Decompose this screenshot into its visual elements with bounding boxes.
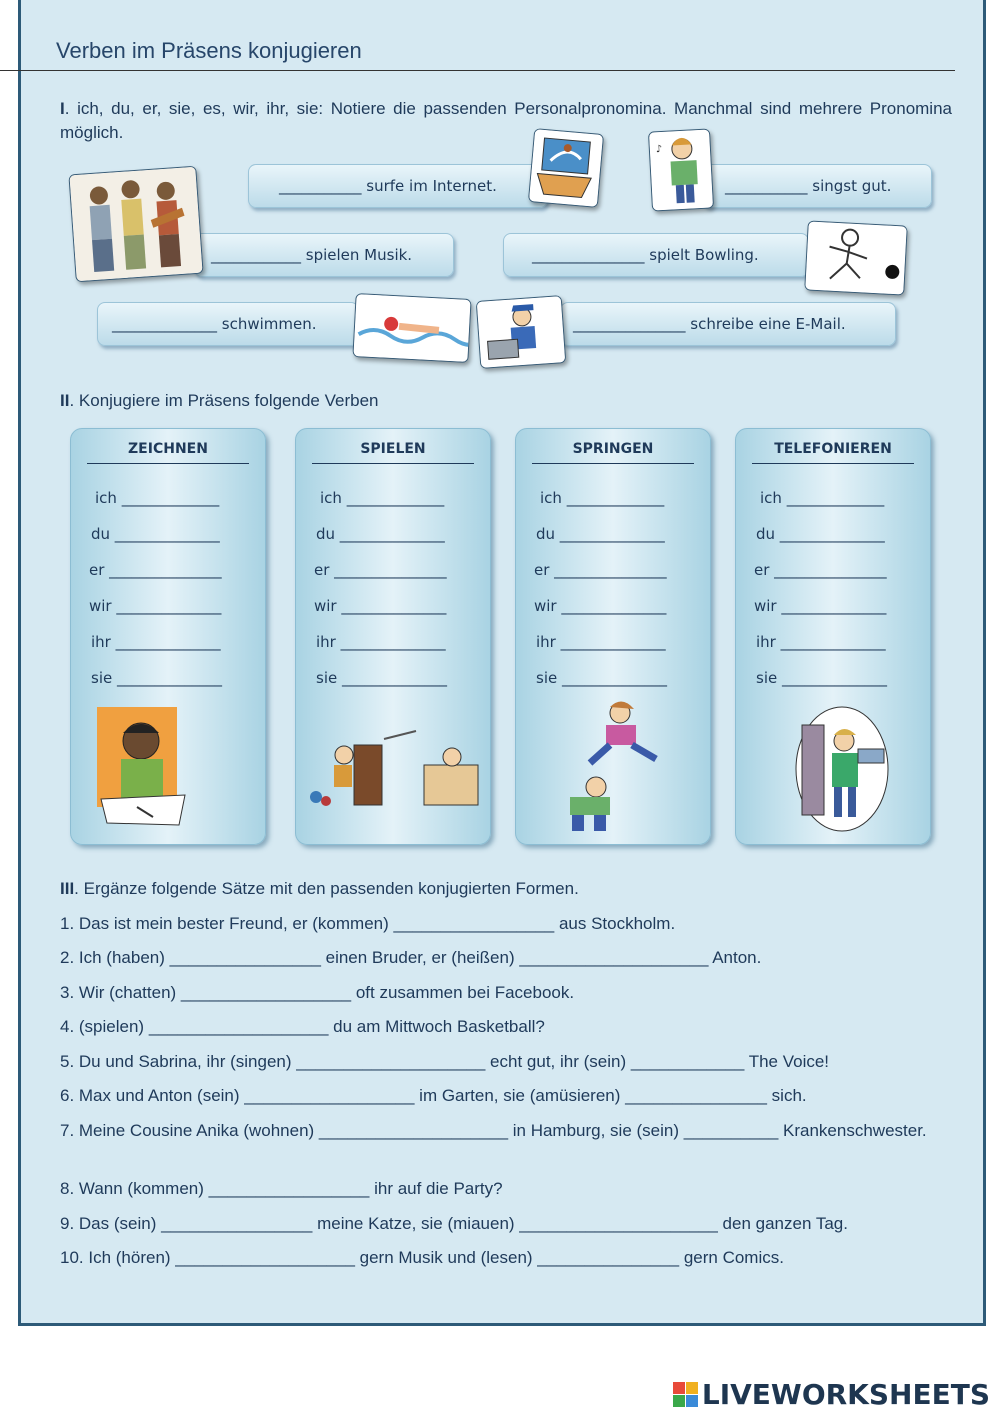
conj-ihr[interactable]: ihr ______________ [756,633,886,651]
conj-sie[interactable]: sie ______________ [91,669,222,687]
verb-card-spielen [295,428,491,845]
conj-du[interactable]: du ______________ [91,525,220,543]
conj-wir[interactable]: wir ______________ [534,597,667,615]
conj-er[interactable]: er _______________ [314,561,447,579]
playing-kids-illustration [304,725,488,809]
sentence-9[interactable]: 9. Das (sein) ________________ meine Katze, sie (miauen) _____________________ den ganzen Tag. [60,1214,848,1233]
sentence-5[interactable]: 5. Du und Sabrina, ihr (singen) ____________________ echt gut, ihr (sein) ____________ The Voice! [60,1052,830,1071]
conj-ich[interactable]: ich _____________ [320,489,445,507]
conj-ich[interactable]: ich _____________ [760,489,885,507]
answer-blank[interactable]: ___________ [279,177,362,195]
exercise1-item-singst[interactable]: ___________ singst gut. [702,164,932,208]
svg-text:♪: ♪ [655,143,663,156]
conj-du[interactable]: du ______________ [316,525,445,543]
exercise1-item-surfe[interactable]: ___________ surfe im Internet. [248,164,548,208]
answer-blank[interactable]: ______________ [112,315,217,333]
verb-heading: SPIELEN [312,441,474,464]
verb-card-zeichnen [70,428,266,845]
conj-er[interactable]: er _______________ [754,561,887,579]
laptop-surfing-illustration [528,128,604,208]
conj-du[interactable]: du ______________ [756,525,885,543]
conj-ihr[interactable]: ihr ______________ [316,633,446,651]
conj-er[interactable]: er _______________ [89,561,222,579]
section3-instruction: III. Ergänze folgende Sätze mit den passenden konjugierten Formen. [60,879,579,898]
sentence-1[interactable]: 1. Das ist mein bester Freund, er (kommen) _________________ aus Stockholm. [60,914,676,933]
verb-heading: ZEICHNEN [87,441,249,464]
conj-wir[interactable]: wir ______________ [89,597,222,615]
band-musicians-illustration [68,166,203,283]
conj-wir[interactable]: wir ______________ [754,597,887,615]
section2-instruction: II. Konjugiere im Präsens folgende Verben [60,391,379,410]
conj-ich[interactable]: ich _____________ [540,489,665,507]
brand-logo-icon [673,1382,698,1407]
conj-ihr[interactable]: ihr ______________ [536,633,666,651]
swimmer-illustration [352,293,471,363]
liveworksheets-logo: LIVEWORKSHEETS [673,1378,990,1411]
sentence-7[interactable]: 7. Meine Cousine Anika (wohnen) ____________________ in Hamburg, sie (sein) __________ Krankenschwester. [60,1121,927,1140]
answer-blank[interactable]: _______________ [573,315,686,333]
conj-er[interactable]: er _______________ [534,561,667,579]
answer-blank[interactable]: _______________ [532,246,645,264]
exercise1-item-schwimmen[interactable]: ______________ schwimmen. [97,302,359,346]
conj-sie[interactable]: sie ______________ [756,669,887,687]
section1-instruction: I. ich, du, er, sie, es, wir, ihr, sie: Notiere die passenden Personalpronomina. Manchmal sind mehrere Pronomina möglich. [60,99,952,142]
sentence-2[interactable]: 2. Ich (haben) ________________ einen Bruder, er (heißen) ____________________ Anton. [60,948,762,967]
leapfrog-kids-illustration [560,697,670,837]
bowling-player-illustration [804,220,908,295]
answer-blank[interactable]: ___________ [725,177,808,195]
phone-call-illustration [792,705,892,833]
verb-heading: SPRINGEN [532,441,694,464]
sentence-10[interactable]: 10. Ich (hören) ___________________ gern Musik und (lesen) _______________ gern Comics. [60,1248,784,1267]
exercise1-item-spielen-musik[interactable]: ____________ spielen Musik. [194,233,454,277]
title-divider [0,70,955,71]
sentence-8[interactable]: 8. Wann (kommen) _________________ ihr auf die Party? [60,1179,503,1198]
sentence-4[interactable]: 4. (spielen) ___________________ du am Mittwoch Basketball? [60,1017,545,1036]
computer-user-illustration [476,295,567,369]
sentence-6[interactable]: 6. Max und Anton (sein) __________________ im Garten, sie (amüsieren) _______________ sich. [60,1086,807,1105]
conj-sie[interactable]: sie ______________ [536,669,667,687]
verb-card-telefonieren [735,428,931,845]
exercise1-item-spielt-bowling[interactable]: _______________ spielt Bowling. [503,233,809,277]
conj-ihr[interactable]: ihr ______________ [91,633,221,651]
page-title: Verben im Präsens konjugieren [56,38,362,63]
answer-blank[interactable]: ____________ [211,246,301,264]
singing-girl-illustration [648,128,714,211]
verb-heading: TELEFONIEREN [752,441,914,464]
conj-du[interactable]: du ______________ [536,525,665,543]
verb-card-springen [515,428,711,845]
conj-wir[interactable]: wir ______________ [314,597,447,615]
sentence-3[interactable]: 3. Wir (chatten) __________________ oft zusammen bei Facebook. [60,983,575,1002]
exercise1-item-schreibe-email[interactable]: _______________ schreibe eine E-Mail. [560,302,896,346]
drawing-boy-illustration [97,707,189,831]
conj-ich[interactable]: ich _____________ [95,489,220,507]
conj-sie[interactable]: sie ______________ [316,669,447,687]
